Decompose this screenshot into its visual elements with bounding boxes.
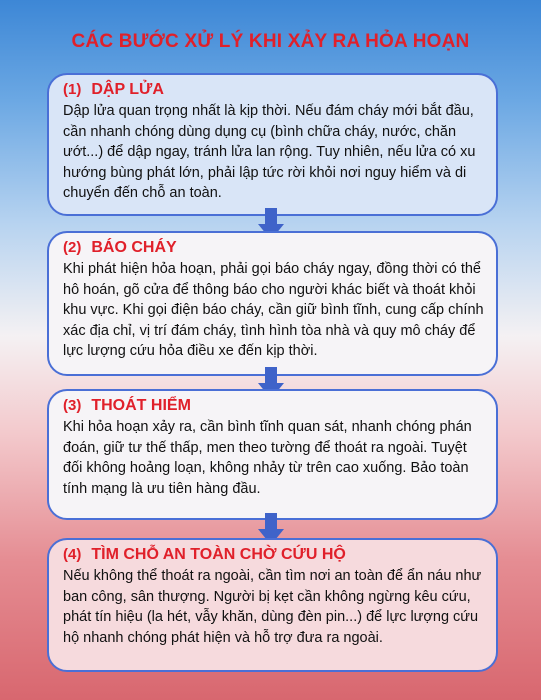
step-body: Nếu không thể thoát ra ngoài, cần tìm nơi an toàn để ẩn náu như ban công, sân thượng. Người bị kẹt cần không ngừng kêu cứu, phát tín hiệu (la hét, vẫy khăn, dùng đèn pin...) để lực lượng cứu hộ nhanh chóng phát hiện và hỗ trợ đưa ra ngoài. (63, 568, 482, 646)
step-card-1 (47, 73, 498, 216)
step-number: (4) (63, 546, 82, 563)
step-heading (63, 545, 484, 565)
step-title: TÌM CHỖ AN TOÀN CHỜ CỨU HỘ (91, 546, 346, 563)
step-body: Khi hỏa hoạn xảy ra, cần bình tĩnh quan sát, nhanh chóng phán đoán, giữ tư thế thấp, men theo tường để thoát ra ngoài. Tuyệt đối không hoảng loạn, không nhảy từ trên cao xuống. Bảo toàn tính mạng là ưu tiên hàng đầu. (63, 419, 472, 497)
step-title: DẬP LỬA (91, 81, 164, 98)
step-card-3 (47, 389, 498, 520)
step-number: (1) (63, 81, 82, 98)
page-title: CÁC BƯỚC XỬ LÝ KHI XẢY RA HỎA HOẠN (71, 31, 470, 52)
step-card-2 (47, 231, 498, 376)
step-title: BÁO CHÁY (91, 239, 177, 256)
step-heading (63, 396, 484, 416)
step-number: (2) (63, 239, 82, 256)
step-heading (63, 80, 484, 100)
step-heading (63, 238, 484, 258)
step-title: THOÁT HIỂM (91, 397, 191, 414)
step-body: Khi phát hiện hỏa hoạn, phải gọi báo cháy ngay, đồng thời có thể hô hoán, gõ cửa để thông báo cho người khác biết và thoát khỏi khu vực. Khi gọi điện báo cháy, cần giữ bình tĩnh, cung cấp chính xác địa chỉ, vị trí đám cháy, tình hình tòa nhà và quy mô cháy để lực lượng cứu hỏa điều xe đến kịp thời. (63, 261, 484, 359)
step-body: Dập lửa quan trọng nhất là kịp thời. Nếu đám cháy mới bắt đầu, cần nhanh chóng dùng dụng cụ (bình chữa cháy, nước, chăn ướt...) để dập ngay, tránh lửa lan rộng. Tuy nhiên, nếu lửa có xu hướng bùng phát lớn, phải lập tức rời khỏi nơi nguy hiểm và di chuyển đến chỗ an toàn. (63, 103, 476, 201)
step-card-4 (47, 538, 498, 672)
step-number: (3) (63, 397, 82, 414)
